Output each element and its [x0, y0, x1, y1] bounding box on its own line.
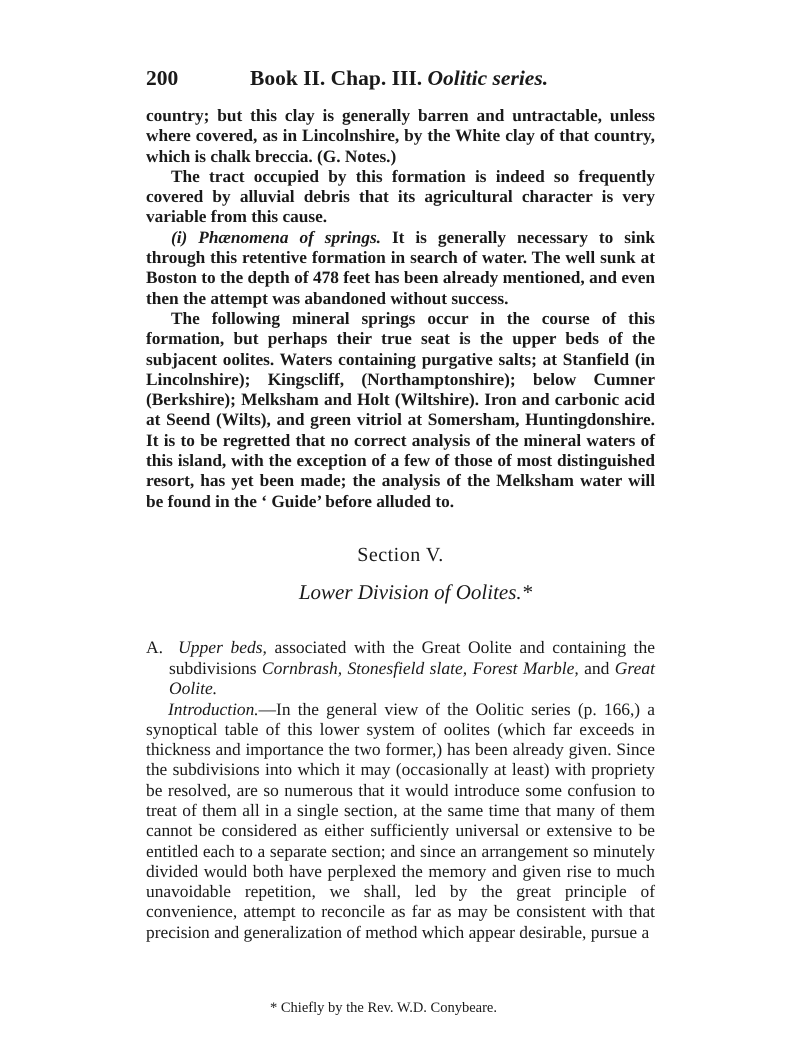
running-head-title: Oolitic series. [427, 66, 549, 90]
upper-body [146, 106, 655, 612]
paragraph-mineral-springs: The following mineral springs occur in the course of this formation, but perhaps their true seat is the upper beds of the subjacent oolites. Waters containing purgative salts; at Stanfield (in Lincolnshire); Kingscliff, (Northamptonshire); below Cumner (Berkshire); Melksham and Holt (Wiltshire). Iron and carbonic acid at Seend (Wilts), and green vitriol at Somersham, Huntingdonshire. It is to be regretted that no correct analysis of the mineral waters of this island, with the exception of a few of those of most distinguished resort, has yet been made; the analysis of the Melksham water will be found in the ‘ Guide’ before alluded to. [146, 308, 655, 511]
subheading-upper-beds [146, 637, 655, 699]
springs-heading: Phænomena of springs. [198, 227, 382, 247]
running-head [250, 66, 548, 91]
introduction-text: —In the general view of the Oolitic series (p. 166,) a synoptical table of this lower system of oolites (which far exceeds in thickness and importance the two former,) has been already given. Since the subdivisions into which it may (occasionally at least) with propriety be resolved, are so numerous that it would introduce some confusion to treat of them all in a single section, at the same time that many of them cannot be considered as either sufficiently universal or extensive to be entitled each to a separate section; and since an arrangement so minutely divided would both have perplexed the memory and given rise to much unavoidable repetition, we shall, led by the great principle of convenience, attempt to reconcile as far as may be consistent with that precision and generalization of method which appear desirable, pursue a [146, 698, 655, 942]
subheading-text: associated with the Great Oolite and containing the subdivisions [169, 637, 656, 678]
subdivision-cornbrash: Cornbrash, [261, 657, 343, 678]
springs-label: (i) [171, 227, 188, 247]
springs-text: It is generally necessary to sink through this retentive formation in search of water. The well sunk at Boston to the depth of 478 feet has been already mentioned, and even then the attempt was abandoned without success. [146, 227, 655, 308]
running-header [146, 66, 658, 96]
subdivision-forest-marble: Forest Marble, [472, 657, 579, 678]
lower-body [146, 637, 655, 942]
section-title: Section V. [357, 543, 444, 566]
subdivision-great-oolite: Great Oolite. [169, 657, 655, 698]
subheading-and: and [578, 657, 615, 678]
paragraph-introduction [146, 699, 655, 943]
division-title: Lower Division of Oolites.* [298, 579, 533, 604]
paragraph-tract: The tract occupied by this formation is indeed so frequently covered by alluvial debris that its agricultural character is very variable from this cause. [146, 166, 655, 227]
subheading-title: Upper beds, [178, 637, 267, 657]
paragraph-springs [146, 228, 655, 309]
running-head-book: Book II. Chap. III. [250, 66, 423, 90]
subheading-letter: A. [146, 637, 164, 657]
page-number: 200 [146, 66, 179, 90]
subdivision-stonesfield: Stonesfield slate, [347, 657, 468, 678]
footnote: * Chiefly by the Rev. W.D. Conybeare. [270, 1000, 497, 1016]
introduction-label: Introduction. [168, 698, 259, 719]
paragraph-continuation: country; but this clay is generally barren and untractable, unless where covered, as in Lincolnshire, by the White clay of that country, which is chalk breccia. (G. Notes.) [146, 106, 655, 166]
